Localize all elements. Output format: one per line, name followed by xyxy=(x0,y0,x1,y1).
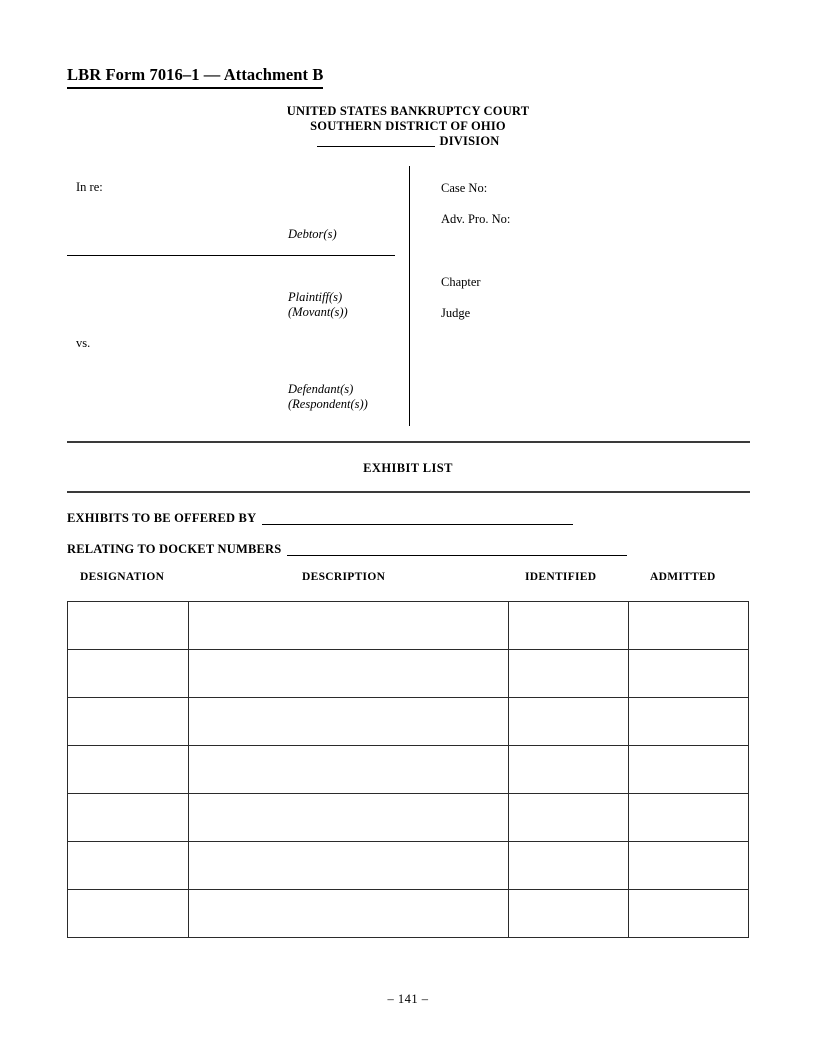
versus-label: vs. xyxy=(76,336,91,350)
page-number-footer: – 141 – xyxy=(387,992,429,1006)
case-number-label: Case No: xyxy=(441,181,488,195)
plaintiff-label-group xyxy=(288,290,348,320)
table-cell-identified[interactable] xyxy=(509,890,629,938)
table-cell-description[interactable] xyxy=(189,746,509,794)
table-cell-identified[interactable] xyxy=(509,698,629,746)
exhibit-table xyxy=(67,601,749,938)
table-row xyxy=(68,650,749,698)
page-title: LBR Form 7016–1 — Attachment B xyxy=(67,66,323,89)
debtor-name-rule[interactable] xyxy=(67,255,395,256)
debtor-label: Debtor(s) xyxy=(288,227,337,241)
table-row xyxy=(68,794,749,842)
table-row xyxy=(68,698,749,746)
table-cell-description[interactable] xyxy=(189,698,509,746)
exhibits-offered-by-row xyxy=(67,511,573,526)
relating-docket-numbers-field[interactable] xyxy=(287,555,627,556)
table-row xyxy=(68,842,749,890)
table-cell-description[interactable] xyxy=(189,842,509,890)
table-row xyxy=(68,602,749,650)
table-cell-identified[interactable] xyxy=(509,794,629,842)
column-header-description: DESCRIPTION xyxy=(302,571,386,583)
table-cell-admitted[interactable] xyxy=(629,602,749,650)
exhibit-list-top-rule xyxy=(67,441,750,443)
exhibit-table-body xyxy=(68,602,749,938)
table-cell-identified[interactable] xyxy=(509,602,629,650)
table-cell-admitted[interactable] xyxy=(629,650,749,698)
table-cell-identified[interactable] xyxy=(509,746,629,794)
respondent-label: (Respondent(s)) xyxy=(288,397,368,411)
caption-vertical-divider xyxy=(409,166,410,426)
relating-docket-numbers-row xyxy=(67,542,627,557)
column-header-identified: IDENTIFIED xyxy=(525,571,597,583)
column-header-admitted: ADMITTED xyxy=(650,571,716,583)
in-re-label: In re: xyxy=(76,180,103,194)
defendant-label: Defendant(s) xyxy=(288,382,354,396)
relating-docket-numbers-label: RELATING TO DOCKET NUMBERS xyxy=(67,542,282,556)
exhibit-list-title: EXHIBIT LIST xyxy=(363,461,453,475)
court-district: SOUTHERN DISTRICT OF OHIO xyxy=(310,118,506,133)
movant-label: (Movant(s)) xyxy=(288,305,348,319)
table-cell-designation[interactable] xyxy=(68,842,189,890)
table-cell-identified[interactable] xyxy=(509,650,629,698)
chapter-label: Chapter xyxy=(441,275,481,289)
judge-label: Judge xyxy=(441,306,471,320)
table-cell-designation[interactable] xyxy=(68,746,189,794)
defendant-label-group xyxy=(288,382,368,412)
table-cell-designation[interactable] xyxy=(68,602,189,650)
table-cell-admitted[interactable] xyxy=(629,746,749,794)
division-label: DIVISION xyxy=(439,133,500,148)
column-header-designation: DESIGNATION xyxy=(80,571,165,583)
table-cell-description[interactable] xyxy=(189,794,509,842)
table-row xyxy=(68,890,749,938)
exhibit-list-bottom-rule xyxy=(67,491,750,493)
table-cell-designation[interactable] xyxy=(68,698,189,746)
plaintiff-label: Plaintiff(s) xyxy=(288,290,343,304)
table-cell-designation[interactable] xyxy=(68,794,189,842)
table-cell-description[interactable] xyxy=(189,602,509,650)
adversary-proceeding-number-label: Adv. Pro. No: xyxy=(441,212,511,226)
table-cell-description[interactable] xyxy=(189,890,509,938)
table-cell-admitted[interactable] xyxy=(629,842,749,890)
table-cell-designation[interactable] xyxy=(68,650,189,698)
table-cell-designation[interactable] xyxy=(68,890,189,938)
table-row xyxy=(68,746,749,794)
table-cell-admitted[interactable] xyxy=(629,698,749,746)
debtor-label-group xyxy=(288,227,337,242)
exhibit-table-column-headers xyxy=(67,571,750,589)
table-cell-identified[interactable] xyxy=(509,842,629,890)
court-name: UNITED STATES BANKRUPTCY COURT xyxy=(286,104,530,118)
table-cell-description[interactable] xyxy=(189,650,509,698)
exhibits-offered-by-field[interactable] xyxy=(262,524,573,525)
exhibits-offered-by-label: EXHIBITS TO BE OFFERED BY xyxy=(67,511,257,525)
table-cell-admitted[interactable] xyxy=(629,794,749,842)
table-cell-admitted[interactable] xyxy=(629,890,749,938)
case-caption xyxy=(0,0,816,440)
